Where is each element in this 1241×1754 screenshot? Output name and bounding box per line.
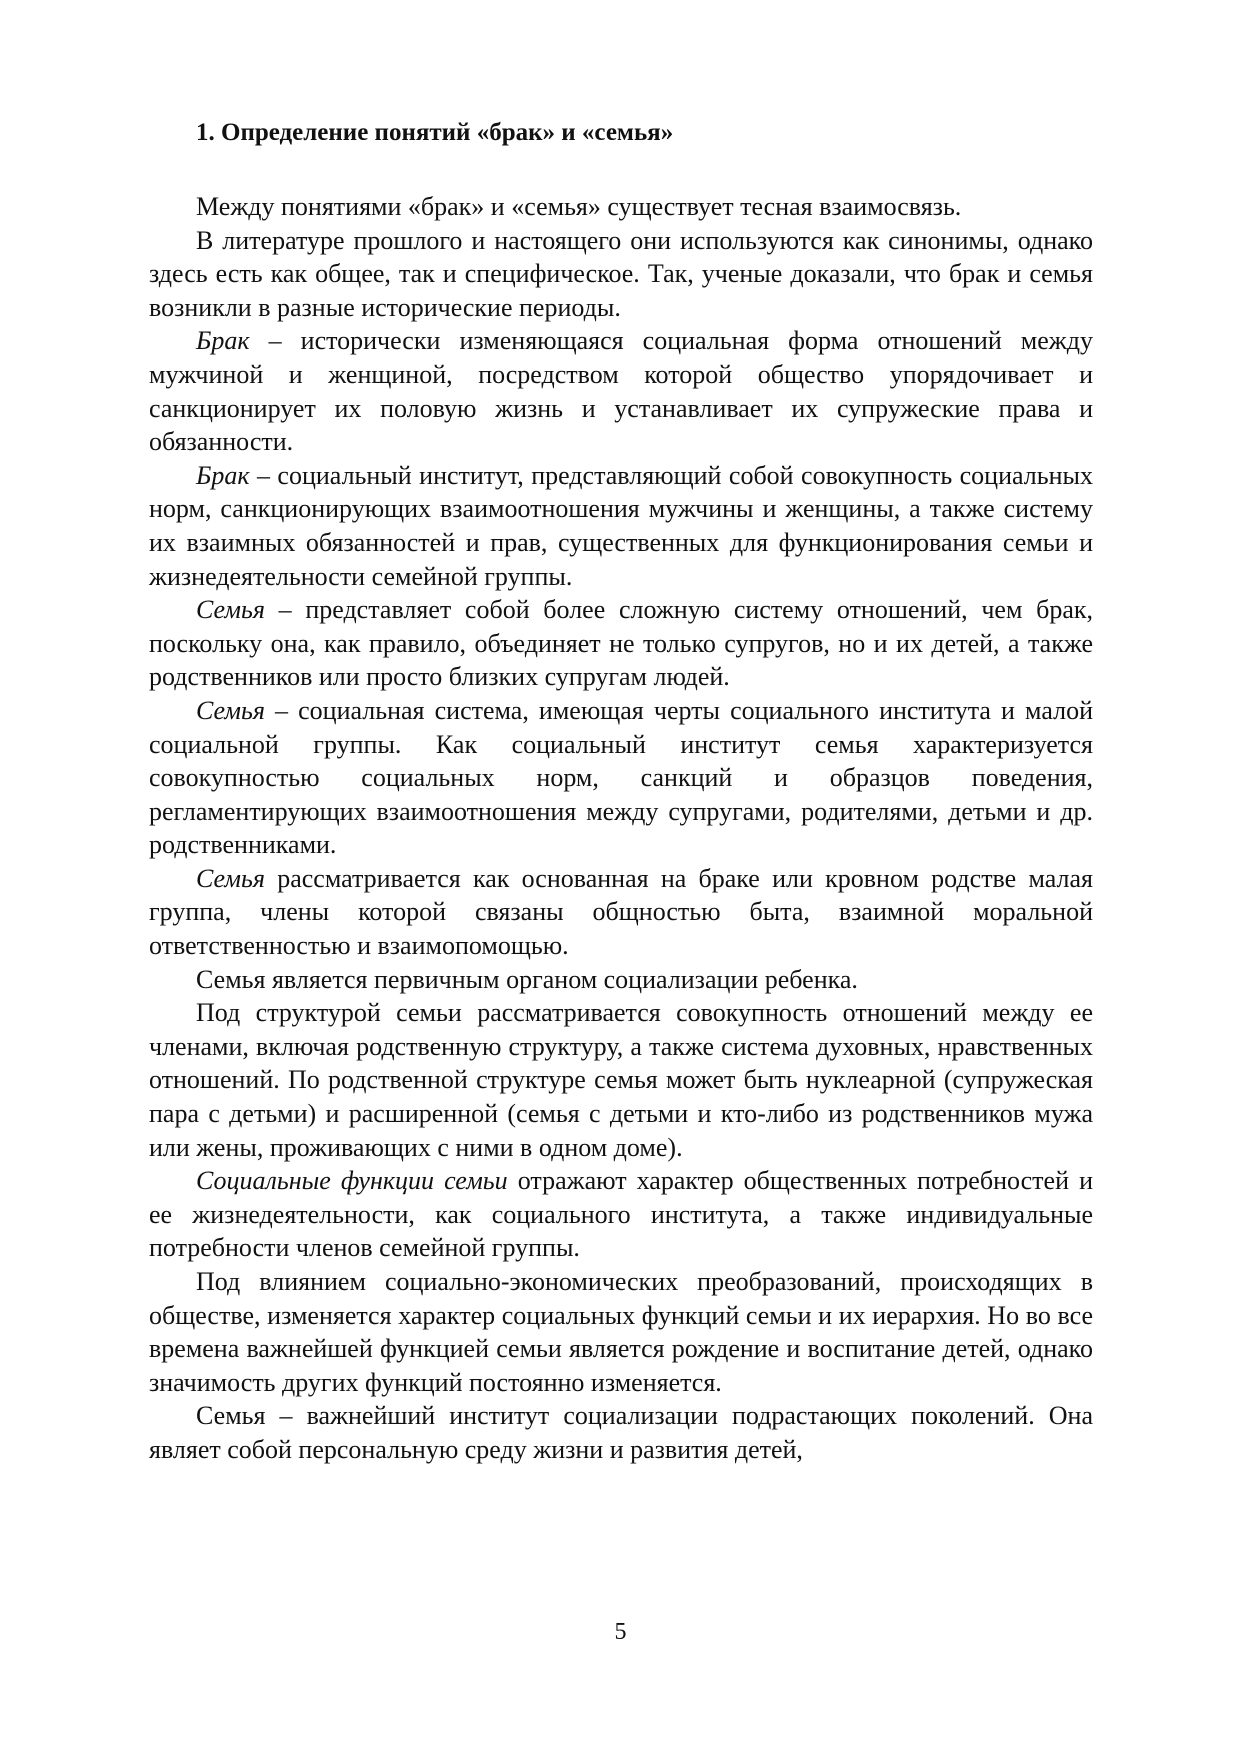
paragraph-term: Брак (196, 326, 250, 356)
paragraph-text: рассматривается как основанная на браке или кровном родстве малая группа, члены которой связаны общностью быта, взаимной моральной ответственностью и взаимопомощью. (149, 863, 1093, 961)
paragraph (149, 996, 1093, 1164)
section-heading: 1. Определение понятий «брак» и «семья» (196, 119, 674, 146)
paragraph-term: Семья (196, 595, 265, 625)
paragraph-text: Под структурой семьи рассматривается совокупность отношений между ее членами, включая родственную структуру, а также система духовных, нравственных отношений. По родственной структуре семья может быть нуклеарной (супружеская пара с детьми) и расширенной (семья с детьми и кто-либо из родственников мужа или жены, проживающих с ними в одном доме). (149, 998, 1093, 1162)
paragraph (149, 694, 1093, 862)
paragraph-text: Семья является первичным органом социализации ребенка. (196, 964, 858, 994)
paragraph (149, 963, 1093, 997)
page-number: 5 (614, 1619, 627, 1645)
paragraph-text: Семья – важнейший институт социализации подрастающих поколений. Она являет собой персональную среду жизни и развития детей, (149, 1401, 1093, 1464)
paragraph (149, 190, 1093, 224)
paragraph-text: – социальный институт, представляющий собой совокупность социальных норм, санкционирующих взаимоотношения мужчины и женщины, а также систему их взаимных обязанностей и прав, существенных для функционирования семьи и жизнедеятельности семейной группы. (149, 460, 1093, 591)
paragraph (149, 1265, 1093, 1399)
paragraph-text: отражают характер общественных потребностей и ее жизнедеятельности, как социального института, а также индивидуальные потребности членов семейной группы. (149, 1166, 1094, 1263)
page-content (149, 116, 1093, 1467)
paragraph (149, 1399, 1093, 1466)
paragraph-term: Брак (196, 460, 250, 490)
paragraph-text: – представляет собой более сложную систему отношений, чем брак, поскольку она, как правило, объединяет не только супругов, но и их детей, а также родственников или просто близких супругам людей. (149, 595, 1093, 692)
paragraph-text: Между понятиями «брак» и «семья» существует тесная взаимосвязь. (196, 192, 962, 221)
paragraph-term: Семья (196, 863, 265, 893)
paragraph (149, 224, 1093, 325)
paragraph (149, 459, 1093, 593)
paragraph-text: – социальная система, имеющая черты социального института и малой социальной группы. Как социальный институт семья характеризуется совокупностью социальных норм, санкций и образцов поведения, регламентирующих взаимоотношения между супругами, родителями, детьми и др. родственниками. (149, 695, 1093, 860)
paragraph (149, 1164, 1093, 1265)
paragraph-text: Под влиянием социально-экономических преобразований, происходящих в обществе, изменяется характер социальных функций семьи и их иерархия. Но во все времена важнейшей функцией семьи является рождение и воспитание детей, однако значимость других функций постоянно изменяется. (149, 1267, 1093, 1397)
paragraph-text: – исторически изменяющаяся социальная форма отношений между мужчиной и женщиной, посредством которой общество упорядочивает и санкционирует их половую жизнь и устанавливает их супружеские права и обязанности. (149, 326, 1093, 457)
paragraph-term: Социальные функции семьи (196, 1166, 508, 1196)
paragraph-term: Семья (196, 695, 265, 725)
paragraph (149, 593, 1093, 694)
paragraph (149, 862, 1093, 963)
paragraph-text: В литературе прошлого и настоящего они используются как синонимы, однако здесь есть как общее, так и специфическое. Так, ученые доказали, что брак и семья возникли в разные исторические периоды. (149, 225, 1093, 322)
paragraph (149, 324, 1093, 458)
